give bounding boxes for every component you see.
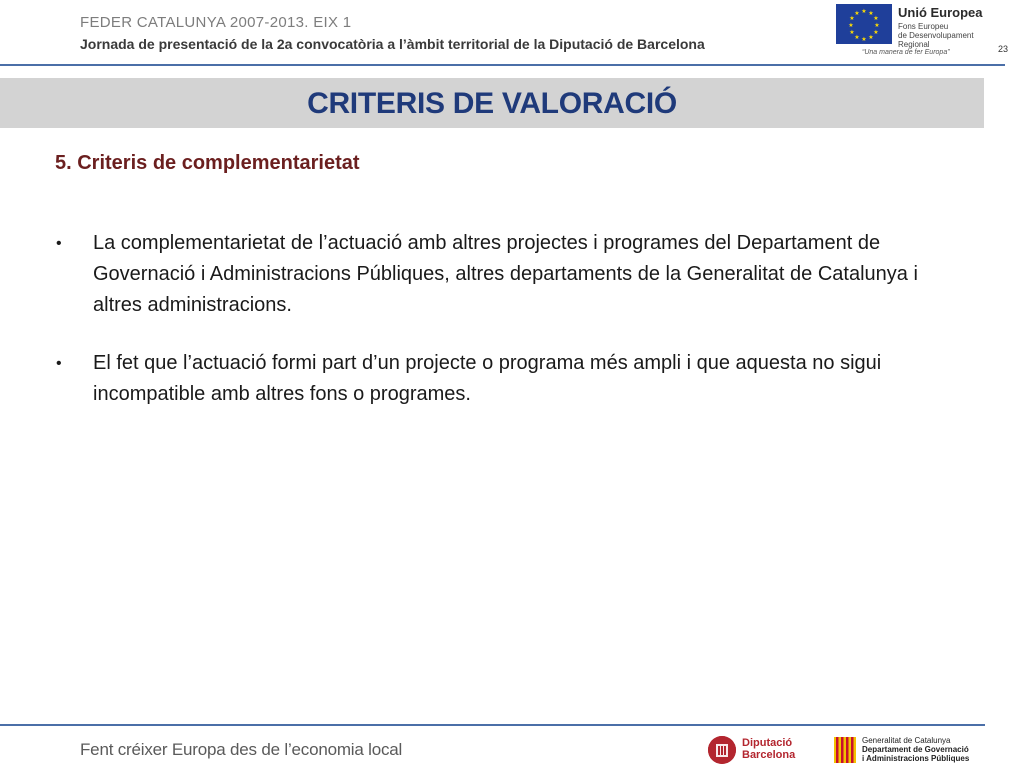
diputacio-line-2: Barcelona [742, 749, 796, 761]
eu-fund-label [898, 22, 998, 49]
bullet-marker: • [56, 355, 62, 372]
section-subtitle: 5. Criteris de complementarietat [55, 152, 360, 174]
eu-motto: “Una manera de fer Europa” [862, 49, 950, 56]
svg-text:★: ★ [861, 36, 867, 43]
generalitat-line-3: i Administracions Públiques [862, 754, 970, 763]
svg-text:★: ★ [873, 29, 879, 36]
slide-header [0, 0, 1024, 70]
eu-flag-icon [836, 4, 892, 44]
diputacio-logo [708, 734, 818, 766]
svg-text:★: ★ [868, 10, 874, 17]
title-band [0, 78, 984, 128]
bullet-text: El fet que l’actuació formi part d’un projecte o programa més ampli i que aquesta no sigui incompatible amb altres fons o programes. [93, 352, 882, 405]
eu-fund-line-3: Regional [898, 40, 930, 49]
event-title: Jornada de presentació de la 2a convocatòria a l’àmbit territorial de la Diputació de Barcelona [80, 36, 705, 52]
svg-text:★: ★ [868, 34, 874, 41]
eu-logo [836, 4, 996, 60]
program-label: FEDER CATALUNYA 2007-2013. EIX 1 [80, 14, 352, 31]
eu-fund-line-2: de Desenvolupament [898, 31, 974, 40]
svg-text:★: ★ [849, 15, 855, 22]
bullet-text: La complementarietat de l’actuació amb altres projectes i programes del Departament de Governació i Administracions Públiques, altres departaments de la Generalitat de Catalunya i altres administracions. [93, 232, 918, 316]
list-item [52, 228, 972, 321]
svg-text:★: ★ [849, 29, 855, 36]
slide-title: CRITERIS DE VALORACIÓ [307, 87, 677, 120]
footer-divider [0, 724, 985, 726]
bullet-list [52, 228, 972, 437]
footer-tagline: Fent créixer Europa des de l’economia local [80, 740, 403, 759]
generalitat-logo [834, 736, 994, 766]
diputacio-line-1: Diputació [742, 737, 793, 749]
header-divider [0, 64, 1005, 66]
page-number: 23 [998, 44, 1009, 54]
eu-name: Unió Europea [898, 5, 983, 20]
bullet-marker: • [56, 235, 62, 252]
diputacio-name [742, 737, 795, 761]
generalitat-line-1: Generalitat de Catalunya [862, 736, 951, 745]
generalitat-logo-icon [834, 737, 856, 763]
svg-text:★: ★ [854, 34, 860, 41]
diputacio-logo-icon [708, 736, 736, 764]
svg-text:★: ★ [861, 8, 867, 15]
svg-text:★: ★ [873, 15, 879, 22]
generalitat-line-2: Departament de Governació [862, 745, 969, 754]
generalitat-name [862, 736, 994, 763]
eu-fund-line-1: Fons Europeu [898, 22, 949, 31]
svg-text:★: ★ [854, 10, 860, 17]
list-item [52, 348, 972, 410]
svg-text:★: ★ [874, 22, 880, 29]
svg-text:★: ★ [848, 22, 854, 29]
